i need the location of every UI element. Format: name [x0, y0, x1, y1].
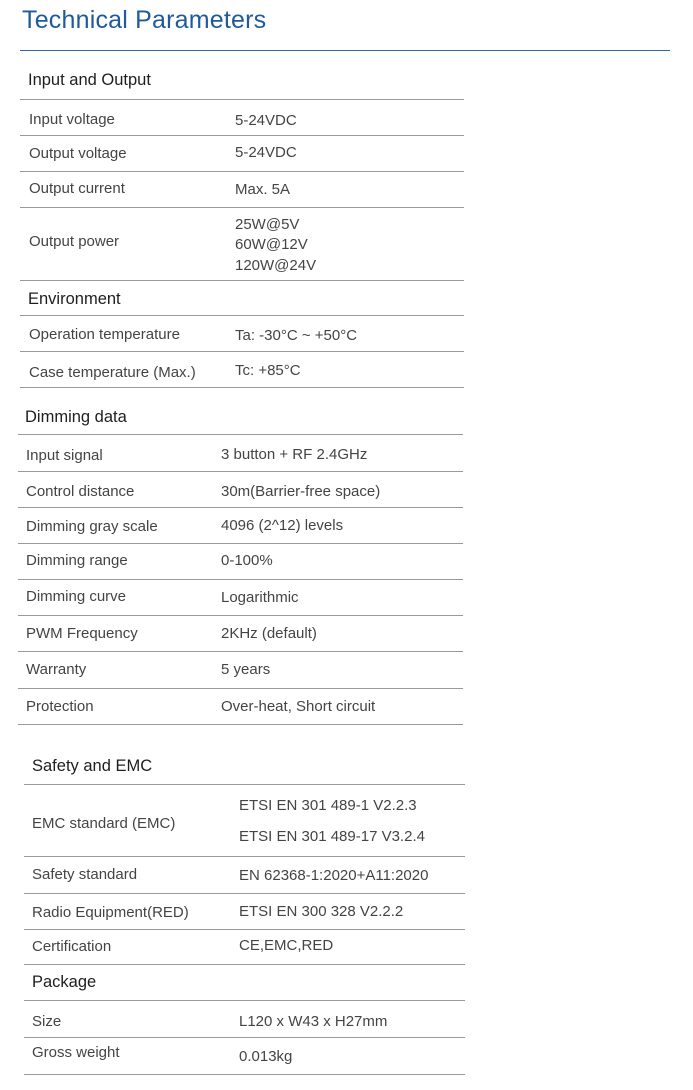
row-divider — [20, 280, 464, 281]
row-divider — [18, 688, 463, 689]
param-value-gray-scale: 4096 (2^12) levels — [221, 517, 344, 534]
param-label-gross-weight: Gross weight — [32, 1044, 120, 1061]
row-divider — [20, 351, 464, 352]
param-value-size: L120 x W43 x H27mm — [239, 1013, 388, 1030]
param-value-certification: CE,EMC,RED — [239, 937, 334, 954]
param-value-pwm-frequency: 2KHz (default) — [221, 625, 317, 642]
param-label-safety-standard: Safety standard — [32, 866, 138, 883]
param-value-safety-standard: EN 62368-1:2020+A11:2020 — [239, 867, 429, 884]
row-divider — [18, 579, 463, 580]
row-divider — [18, 724, 463, 725]
title-divider — [20, 50, 670, 51]
param-label-output-current: Output current — [29, 180, 125, 197]
param-value-radio-equipment: ETSI EN 300 328 V2.2.2 — [239, 903, 404, 920]
param-label-radio-equipment: Radio Equipment(RED) — [32, 904, 189, 921]
section-heading-package: Package — [32, 973, 97, 991]
section-heading-environment: Environment — [28, 290, 121, 308]
param-value-gross-weight: 0.013kg — [239, 1048, 293, 1065]
row-divider — [24, 856, 465, 857]
row-divider — [24, 1037, 465, 1038]
row-divider — [24, 1000, 465, 1001]
page-title: Technical Parameters — [22, 6, 267, 34]
row-divider — [24, 964, 465, 965]
row-divider — [18, 434, 463, 435]
row-divider — [18, 471, 463, 472]
param-value-output-power-12v: 60W@12V — [235, 236, 308, 253]
param-value-output-power-5v: 25W@5V — [235, 216, 300, 233]
param-label-emc-standard: EMC standard (EMC) — [32, 815, 176, 832]
row-divider — [18, 615, 463, 616]
param-label-output-voltage: Output voltage — [29, 145, 127, 162]
param-value-output-power-24v: 120W@24V — [235, 257, 317, 274]
param-value-protection: Over-heat, Short circuit — [221, 698, 376, 715]
row-divider — [18, 651, 463, 652]
param-value-output-voltage: 5-24VDC — [235, 144, 297, 161]
param-label-dimming-curve: Dimming curve — [26, 588, 127, 605]
param-value-input-signal: 3 button + RF 2.4GHz — [221, 446, 368, 463]
row-divider — [20, 207, 464, 208]
param-value-emc-standard-1: ETSI EN 301 489-1 V2.2.3 — [239, 797, 417, 814]
param-value-operation-temperature: Ta: -30°C ~ +50°C — [235, 327, 358, 344]
param-label-pwm-frequency: PWM Frequency — [26, 625, 138, 642]
param-label-input-signal: Input signal — [26, 447, 103, 464]
param-value-case-temperature: Tc: +85°C — [235, 362, 301, 379]
row-divider — [20, 387, 464, 388]
section-heading-input-output: Input and Output — [28, 71, 151, 89]
param-label-case-temperature: Case temperature (Max.) — [29, 364, 196, 381]
row-divider — [20, 135, 464, 136]
param-label-output-power: Output power — [29, 233, 120, 250]
row-divider — [24, 929, 465, 930]
row-divider — [20, 171, 464, 172]
row-divider — [18, 543, 463, 544]
param-value-input-voltage: 5-24VDC — [235, 112, 297, 129]
param-label-input-voltage: Input voltage — [29, 111, 115, 128]
param-label-dimming-range: Dimming range — [26, 552, 128, 569]
section-heading-safety: Safety and EMC — [32, 757, 153, 775]
param-label-size: Size — [32, 1013, 62, 1030]
param-label-certification: Certification — [32, 938, 112, 955]
row-divider — [18, 507, 463, 508]
param-value-dimming-range: 0-100% — [221, 552, 273, 569]
param-label-gray-scale: Dimming gray scale — [26, 518, 158, 535]
param-label-control-distance: Control distance — [26, 483, 135, 500]
param-value-output-current: Max. 5A — [235, 181, 291, 198]
row-divider — [24, 893, 465, 894]
param-label-protection: Protection — [26, 698, 94, 715]
param-label-operation-temperature: Operation temperature — [29, 326, 180, 343]
row-divider — [24, 1074, 465, 1075]
param-value-dimming-curve: Logarithmic — [221, 589, 299, 606]
section-heading-dimming: Dimming data — [25, 408, 127, 426]
row-divider — [24, 784, 465, 785]
param-label-warranty: Warranty — [26, 661, 87, 678]
param-value-control-distance: 30m(Barrier-free space) — [221, 483, 381, 500]
row-divider — [20, 315, 464, 316]
row-divider — [20, 99, 464, 100]
param-value-warranty: 5 years — [221, 661, 271, 678]
param-value-emc-standard-2: ETSI EN 301 489-17 V3.2.4 — [239, 828, 425, 845]
